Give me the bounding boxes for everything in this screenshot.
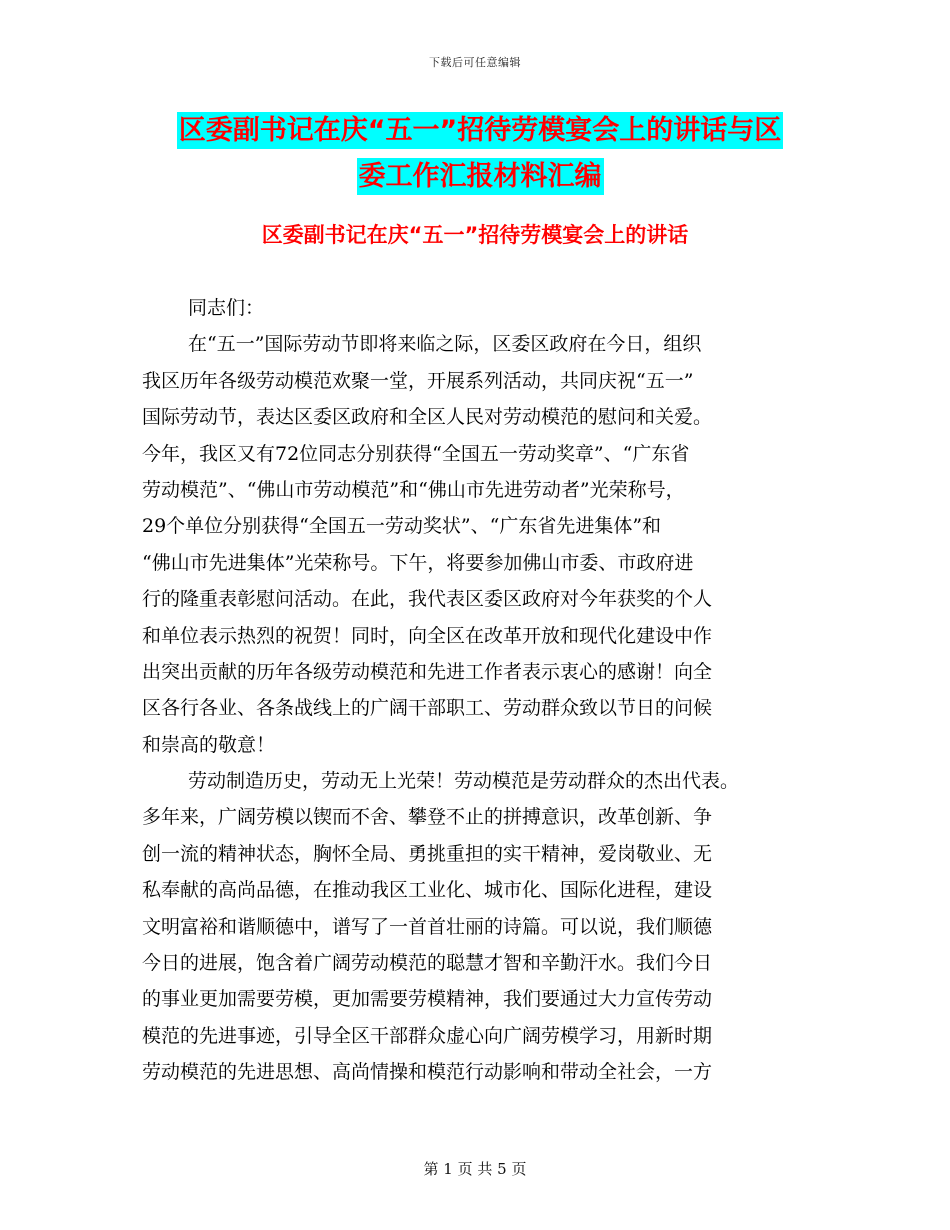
body-line-salutation: 同志们：: [188, 297, 265, 319]
body-line: 和崇高的敬意！: [142, 733, 276, 756]
header-note: 下载后可任意编辑: [429, 56, 521, 69]
page-footer: 第 1 页 共 5 页: [423, 1160, 527, 1178]
body-line: 区各行各业、各条战线上的广阔干部职工、劳动群众致以节日的问候: [142, 697, 713, 720]
body-line: 行的隆重表彰慰问活动。在此，我代表区委区政府对今年获奖的个人: [142, 588, 713, 611]
body-line: 29个单位分别获得“全国五一劳动奖状”、“广东省先进集体”和: [142, 515, 662, 538]
body-line: 创一流的精神状态，胸怀全局、勇挑重担的实干精神，爱岗敬业、无: [142, 842, 713, 865]
body-line: 出突出贡献的历年各级劳动模范和先进工作者表示衷心的感谢！向全: [142, 660, 713, 683]
body-line: 国际劳动节，表达区委区政府和全区人民对劳动模范的慰问和关爱。: [142, 406, 713, 429]
document-title: [150, 108, 810, 200]
body-line: “佛山市先进集体”光荣称号。下午，将要参加佛山市委、市政府进: [142, 551, 694, 574]
document-body: [142, 290, 810, 1091]
body-line: 劳动模范的先进思想、高尚情操和模范行动影响和带动全社会，一方: [142, 1061, 713, 1084]
body-line: 的事业更加需要劳模，更加需要劳模精神，我们要通过大力宣传劳动: [142, 988, 713, 1011]
document-title-line-2: 委工作汇报材料汇编: [357, 158, 604, 195]
body-line: 劳动制造历史，劳动无上光荣！劳动模范是劳动群众的杰出代表。: [188, 770, 740, 793]
body-line: 劳动模范”、“佛山市劳动模范”和“佛山市先进劳动者”光荣称号，: [142, 478, 685, 501]
document-title-line-1: 区委副书记在庆“五一”招待劳模宴会上的讲话与区: [177, 112, 784, 149]
body-line: 文明富裕和谐顺德中，谱写了一首首壮丽的诗篇。可以说，我们顺德: [142, 915, 713, 938]
body-line: 我区历年各级劳动模范欢聚一堂，开展系列活动，共同庆祝“五一”: [142, 369, 694, 392]
body-line: 模范的先进事迹，引导全区干部群众虚心向广阔劳模学习，用新时期: [142, 1024, 713, 1047]
section-title: 区委副书记在庆“五一”招待劳模宴会上的讲话: [261, 223, 689, 247]
body-line: 多年来，广阔劳模以锲而不舍、攀登不止的拼搏意识，改革创新、争: [142, 806, 713, 829]
body-line: 私奉献的高尚品德，在推动我区工业化、城市化、国际化进程，建设: [142, 879, 713, 902]
body-line: 今年，我区又有72位同志分别获得“全国五一劳动奖章”、“广东省: [142, 442, 690, 465]
body-line: 在“五一”国际劳动节即将来临之际，区委区政府在今日，组织: [188, 333, 702, 356]
body-line: 今日的进展，饱含着广阔劳动模范的聪慧才智和辛勤汗水。我们今日: [142, 952, 713, 975]
body-line: 和单位表示热烈的祝贺！同时，向全区在改革开放和现代化建设中作: [142, 624, 713, 647]
